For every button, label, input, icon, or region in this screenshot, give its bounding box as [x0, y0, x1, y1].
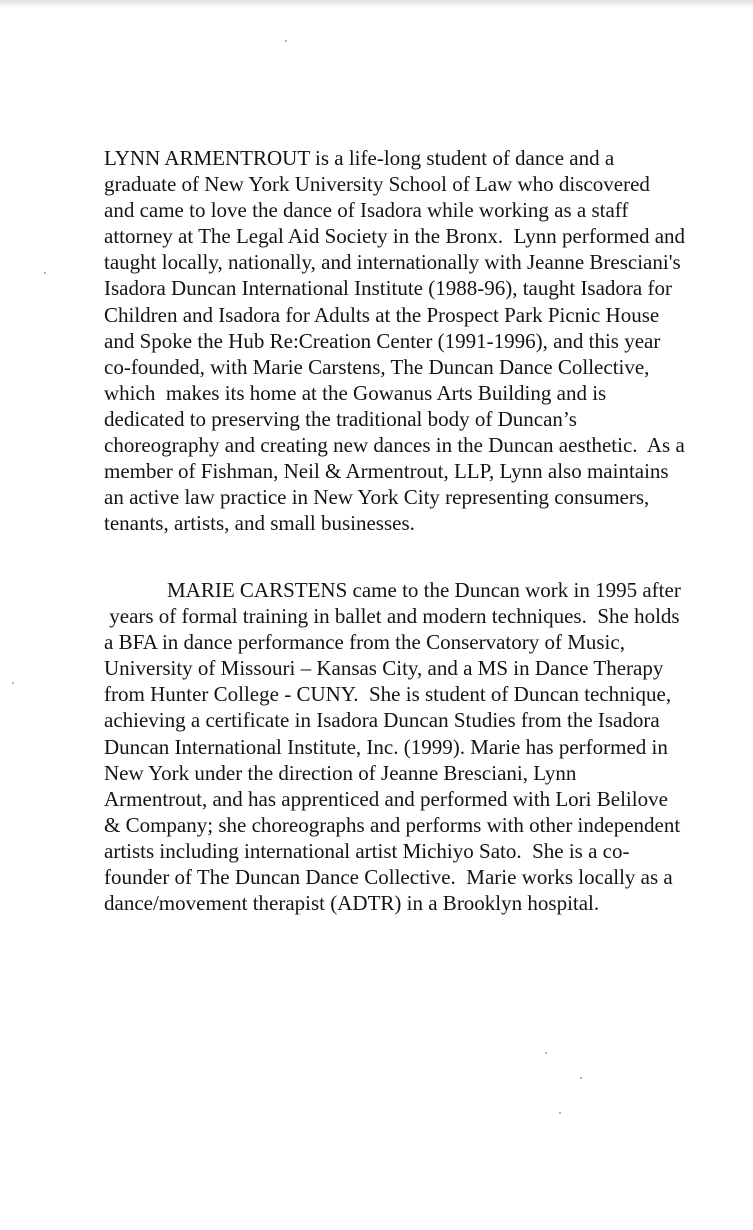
paragraph-line: graduate of New York University School of Law who discovered [104, 172, 650, 197]
paragraph-line: Duncan International Institute, Inc. (1999). Marie has performed in [104, 734, 668, 759]
bio-marie-carstens [104, 577, 744, 916]
scan-speck [559, 1112, 561, 1114]
paragraph-line: LYNN ARMENTROUT is a life-long student of dance and a [104, 146, 615, 170]
scan-speck [580, 1077, 582, 1079]
scan-speck [12, 682, 14, 684]
paragraph-line: member of Fishman, Neil & Armentrout, LLP, Lynn also maintains [104, 459, 669, 484]
paragraph-line: University of Missouri – Kansas City, and a MS in Dance Therapy [104, 656, 664, 681]
paragraph-line: attorney at The Legal Aid Society in the Bronx. Lynn performed and [104, 224, 686, 249]
scan-speck [44, 272, 46, 274]
paragraph-line: MARIE CARSTENS came to the Duncan work in 1995 after [104, 578, 681, 602]
paragraph-line: achieving a certificate in Isadora Duncan Studies from the Isadora [104, 708, 660, 733]
paragraph-line: years of formal training in ballet and modern techniques. She holds [104, 604, 680, 629]
paragraph-line: an active law practice in New York City representing consumers, [104, 485, 650, 510]
paragraph-line: Isadora Duncan International Institute (1988-96), taught Isadora for [104, 276, 672, 301]
scan-speck [285, 40, 287, 42]
paragraph-line: and Spoke the Hub Re:Creation Center (1991-1996), and this year [104, 328, 661, 353]
paragraph-line: New York under the direction of Jeanne Bresciani, Lynn [104, 760, 577, 785]
paragraph-line: tenants, artists, and small businesses. [104, 511, 415, 536]
paragraph-line: from Hunter College - CUNY. She is student of Duncan technique, [104, 682, 672, 707]
paragraph-line: and came to love the dance of Isadora while working as a staff [104, 198, 629, 223]
paragraph-line: which makes its home at the Gowanus Arts Building and is [104, 380, 607, 405]
scan-speck [545, 1052, 547, 1054]
scan-edge [0, 0, 753, 8]
paragraph-line: Armentrout, and has apprenticed and performed with Lori Belilove [104, 786, 668, 811]
paragraph-line: artists including international artist Michiyo Sato. She is a co- [104, 838, 630, 863]
paragraph-line: dance/movement therapist (ADTR) in a Brooklyn hospital. [104, 891, 600, 916]
bio-lynn-armentrout [104, 145, 744, 536]
paragraph-line: & Company; she choreographs and performs with other independent [104, 812, 681, 837]
paragraph-line: dedicated to preserving the traditional body of Duncan’s [104, 406, 577, 431]
paragraph-line: choreography and creating new dances in the Duncan aesthetic. As a [104, 433, 685, 458]
paragraph-line: co-founded, with Marie Carstens, The Duncan Dance Collective, [104, 354, 650, 379]
paragraph-line: a BFA in dance performance from the Conservatory of Music, [104, 630, 625, 655]
paragraph-line: taught locally, nationally, and internationally with Jeanne Bresciani's [104, 250, 681, 275]
paragraph-line: Children and Isadora for Adults at the Prospect Park Picnic House [104, 302, 660, 327]
paragraph-line: founder of The Duncan Dance Collective. Marie works locally as a [104, 865, 673, 890]
